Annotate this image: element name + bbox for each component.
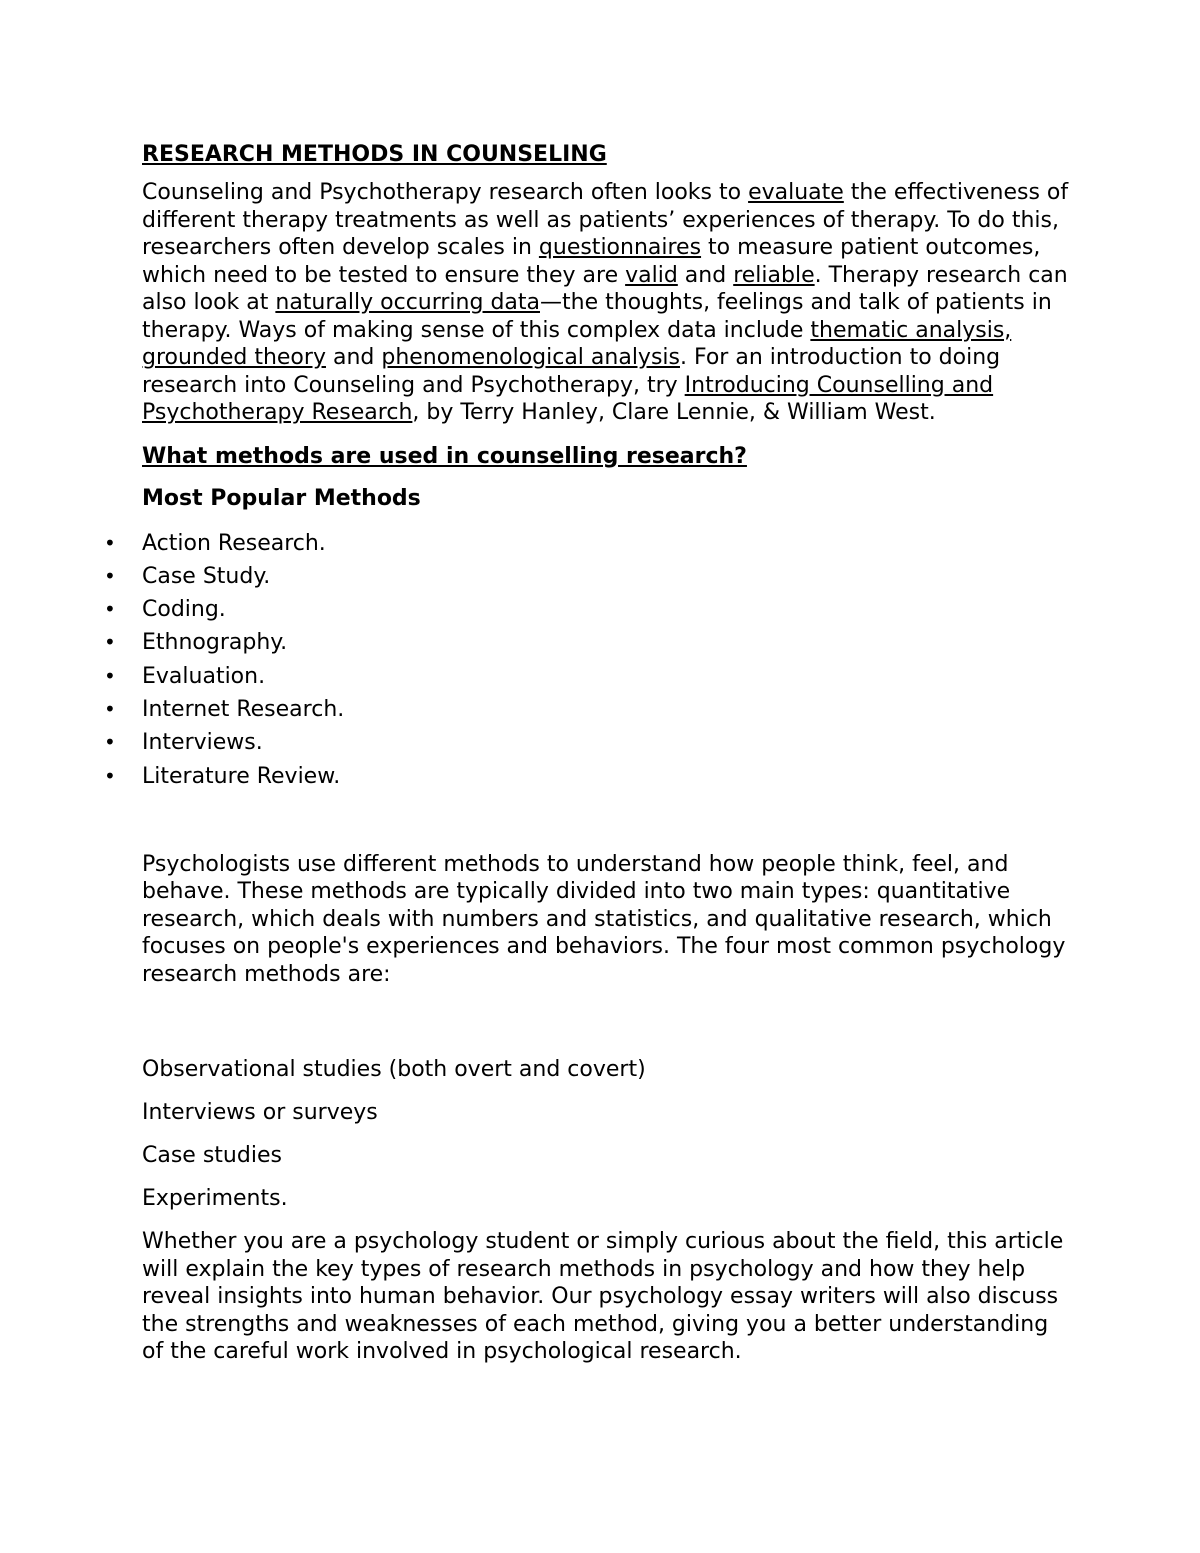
link-phenomenological-analysis[interactable]: phenomenological analysis: [381, 345, 680, 370]
link-book-title[interactable]: Introducing Counselling and Psychotherapy Research: [142, 372, 994, 425]
link-grounded-theory[interactable]: grounded theory: [142, 345, 326, 370]
list-item-text: Literature Review.: [142, 763, 341, 789]
intro-text: and: [325, 345, 382, 370]
list-item-text: Case Study.: [142, 563, 271, 589]
list-item: [104, 726, 1072, 759]
closing-paragraph: Whether you are a psychology student or simply curious about the field, this article will explain the key types of research methods in psychology and how they help reveal insights into human behavior. Our psychology essay writers will also discuss the strengths and weaknesses of each method, giving you a better understanding of the careful work involved in psychological research.: [142, 1229, 1064, 1365]
list-item-text: Action Research.: [142, 530, 326, 556]
intro-text: . For an introduction to doing research into Counseling and Psychotherapy, try: [142, 345, 1001, 398]
bullet-icon: •: [104, 730, 116, 755]
common-methods-list: [142, 1056, 1072, 1213]
intro-text: to measure patient outcomes, which need to be tested to ensure they are: [142, 235, 1041, 288]
bullet-icon: •: [104, 663, 116, 688]
document-page: [104, 141, 1072, 1366]
intro-text: the effectiveness of different therapy treatments as well as patients’ experiences of therapy. To do this, researchers often develop scales in: [142, 180, 1069, 260]
list-item: [104, 693, 1072, 726]
popular-methods-list: [104, 527, 1072, 793]
link-naturally-occurring-data[interactable]: naturally occurring data: [275, 290, 540, 315]
intro-text: . Therapy research can also look at: [142, 262, 1068, 315]
list-item: Experiments.: [142, 1186, 288, 1212]
link-valid[interactable]: valid: [625, 262, 678, 288]
bullet-icon: •: [104, 763, 116, 788]
bullet-icon: •: [104, 563, 116, 588]
intro-text: , by Terry Hanley, Clare Lennie, & William West.: [412, 400, 936, 425]
psychology-paragraph: Psychologists use different methods to understand how people think, feel, and behave. These methods are typically divided into two main types: quantitative research, which deals with numbers and statistics, and qualitative research, which focuses on people's experiences and behaviors. The four most common psychology research methods are:: [142, 851, 1066, 987]
bullet-icon: •: [104, 530, 116, 555]
list-item-text: Coding.: [142, 597, 226, 623]
list-item: [104, 660, 1072, 693]
intro-text: and: [677, 262, 734, 288]
popular-methods-heading: Most Popular Methods: [142, 485, 421, 511]
list-item: Interviews or surveys: [142, 1100, 378, 1126]
list-item: [104, 626, 1072, 659]
intro-paragraph: [142, 179, 1072, 427]
intro-text: —the thoughts, feelings and talk of patients in therapy. Ways of making sense of this complex data include: [142, 290, 1052, 343]
bullet-icon: •: [104, 696, 116, 721]
link-evaluate[interactable]: evaluate: [748, 180, 844, 205]
bullet-icon: •: [104, 597, 116, 622]
list-item: [104, 593, 1072, 626]
list-item-text: Interviews.: [142, 730, 263, 756]
list-item: [104, 760, 1072, 793]
link-reliable[interactable]: reliable: [733, 262, 815, 288]
bullet-icon: •: [104, 630, 116, 655]
list-item: [104, 560, 1072, 593]
list-item-text: Internet Research.: [142, 696, 345, 722]
document-title: RESEARCH METHODS IN COUNSELING: [142, 142, 607, 167]
list-item-text: Ethnography.: [142, 630, 288, 656]
question-heading: What methods are used in counselling research?: [142, 443, 747, 469]
link-questionnaires[interactable]: questionnaires: [538, 235, 702, 260]
list-item: Case studies: [142, 1143, 282, 1169]
list-item-text: Evaluation.: [142, 663, 266, 689]
list-item: Observational studies (both overt and covert): [142, 1057, 646, 1083]
link-thematic-analysis[interactable]: thematic analysis,: [810, 317, 1012, 343]
list-item: [104, 527, 1072, 560]
intro-text: Counseling and Psychotherapy research often looks to: [142, 180, 749, 205]
